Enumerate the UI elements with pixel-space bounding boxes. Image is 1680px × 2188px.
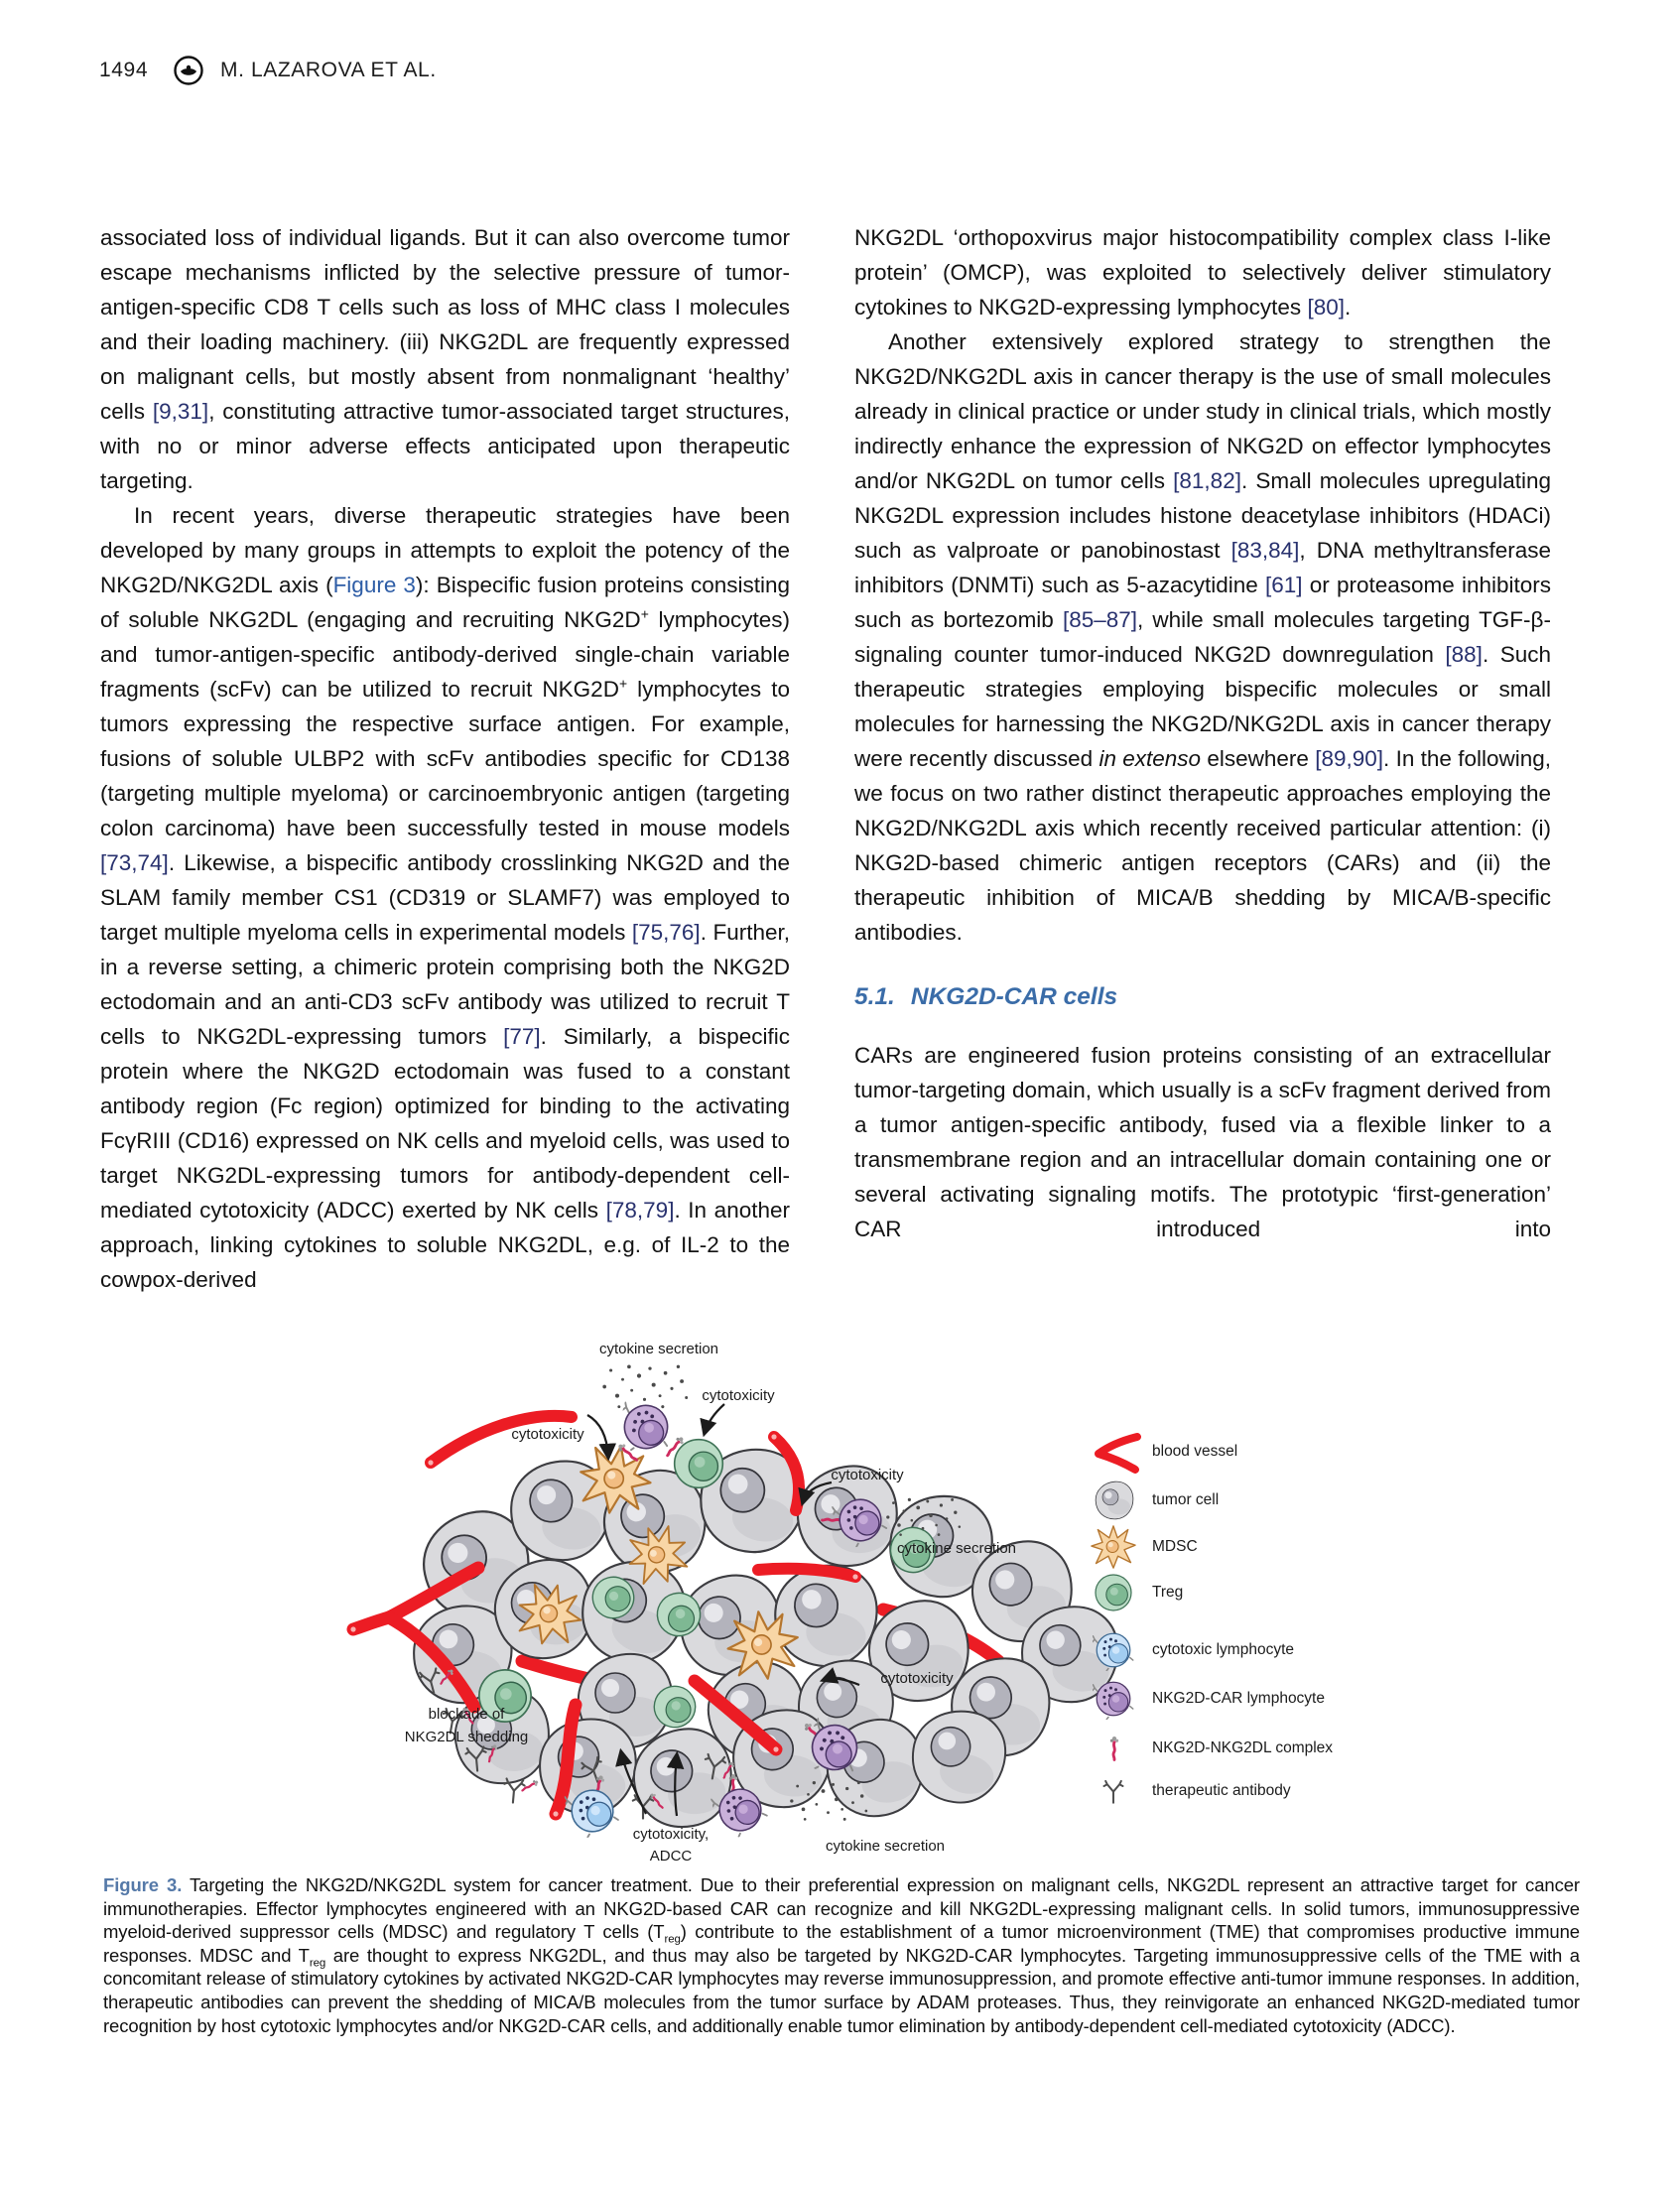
left-column (100, 220, 790, 1297)
section-number: 5.1. (854, 983, 895, 1010)
paragraph: In recent years, diverse therapeutic strategies have been developed by many groups in attempts to exploit the potency of the NKG2D/NKG2DL axis (Figure 3): Bispecific fusion proteins consisting of soluble NKG2DL (engaging and recruiting NKG2D+ lymphocytes) and tumor-antigen-specific antibody-derived single-chain variable fragments (scFv) can be utilized to recruit NKG2D+ lymphocytes to tumors expressing the respective surface antigen. For example, fusions of soluble ULBP2 with scFv antibodies specific for CD138 (targeting multiple myeloma) or carcinoembryonic antigen (targeting colon carcinoma) have been successfully tested in mouse models [73,74]. Likewise, a bispecific antibody crosslinking NKG2D and the SLAM family member CS1 (CD319 or SLAMF7) was employed to target multiple myeloma cells in experimental models [75,76]. Further, in a reverse setting, a chimeric protein comprising both the NKG2D ectodomain and an anti-CD3 scFv antibody was utilized to recruit T cells to NKG2DL-expressing tumors [77]. Similarly, a bispecific protein where the NKG2D ectodomain was fused to a constant antibody region (Fc region) optimized for binding to the activating FcγRIII (CD16) expressed on NK cells and myeloid cells, was used to target NKG2DL-expressing tumors for antibody-dependent cell-mediated cytotoxicity (ADCC) exerted by NK cells [78,79]. In another approach, linking cytokines to soluble NKG2DL, e.g. of IL-2 to the cowpox-derived (100, 503, 790, 1292)
tumor-cell-icon (1085, 1478, 1142, 1523)
right-column (854, 220, 1551, 1246)
legend-label: cytotoxic lymphocyte (1152, 1641, 1294, 1658)
figure-caption-label: Figure 3. (103, 1874, 183, 1895)
legend-label: NKG2D-CAR lymphocyte (1152, 1690, 1325, 1707)
paragraph: CARs are engineered fusion proteins consisting of an extracellular tumor-targeting domain, which usually is a scFv fragment derived from a tumor antigen-specific antibody, fused via a flexible linker to a transmembrane region and an intracellular domain containing one or several activating signaling motifs. The prototypic ‘first-generation’ CAR introduced into (854, 1043, 1551, 1241)
legend-label: MDSC (1152, 1538, 1198, 1555)
nkg2d-nkg2dl-complex-icon (1085, 1726, 1142, 1771)
label-blockade-line2: NKG2DL shedding (404, 1729, 529, 1745)
paragraph: NKG2DL ‘orthopoxvirus major histocompatibility complex class I-like protein’ (OMCP), was exploited to selectively deliver stimulatory cytokines to NKG2D-expressing lymphocytes [80]. (854, 225, 1551, 320)
running-head-authors: M. LAZAROVA ET AL. (220, 59, 437, 81)
treg-icon (1085, 1570, 1142, 1615)
label-cytotoxicity-left: cytotoxicity (511, 1426, 584, 1443)
legend-item (1085, 1478, 1219, 1523)
label-cytotoxicity-right: cytotoxicity (831, 1467, 904, 1483)
section-heading (854, 979, 1551, 1014)
blood-vessel-icon (1085, 1429, 1142, 1475)
legend-item (1085, 1768, 1291, 1814)
legend-label: Treg (1152, 1584, 1184, 1601)
label-cytotoxicity-adcc-line2: ADCC (649, 1848, 693, 1865)
legend-item (1085, 1524, 1198, 1570)
journal-logo-icon (173, 55, 204, 86)
cytotoxic-lymphocyte-icon (1085, 1627, 1142, 1673)
page-header (99, 55, 437, 86)
legend-item (1085, 1676, 1325, 1722)
legend-label: blood vessel (1152, 1443, 1238, 1460)
legend-item (1085, 1429, 1237, 1475)
paragraph: associated loss of individual ligands. But it can also overcome tumor escape mechanisms inflicted by the selective pressure of tumor-antigen-specific CD8 T cells such as loss of MHC class I molecules and their loading machinery. (iii) NKG2DL are frequently expressed on malignant cells, but mostly absent from nonmalignant ‘healthy’ cells [9,31], constituting attractive tumor-associated target structures, with no or minor adverse effects anticipated upon therapeutic targeting. (100, 225, 791, 493)
label-cytotoxicity-lower-right: cytotoxicity (880, 1670, 954, 1687)
paragraph: Another extensively explored strategy to strengthen the NKG2D/NKG2DL axis in cancer therapy is the use of small molecules already in clinical practice or under study in clinical trials, which mostly indirectly enhance the expression of NKG2D on effector lymphocytes and/or NKG2DL on tumor cells [81,82]. Small molecules upregulating NKG2DL expression includes histone deacetylase inhibitors (HDACi) such as valproate or panobinostast [83,84], DNA methyltransferase inhibitors (DNMTi) such as 5-azacytidine [61] or proteasome inhibitors such as bortezomib [85–87], while small molecules targeting TGF-β-signaling counter tumor-induced NKG2D downregulation [88]. Such therapeutic strategies employing bispecific molecules or small molecules for harnessing the NKG2D/NKG2DL axis in cancer therapy were recently discussed in extenso elsewhere [89,90]. In the following, we focus on two rather distinct therapeutic approaches employing the NKG2D/NKG2DL axis which recently received particular attention: (i) NKG2D-based chimeric antigen receptors (CARs) and (ii) the therapeutic inhibition of MICA/B shedding by MICA/B-specific antibodies. (854, 329, 1551, 945)
figure-caption (103, 1873, 1580, 2037)
label-blockade-line1: blockade of (428, 1706, 505, 1723)
section-title: NKG2D-CAR cells (910, 983, 1118, 1010)
label-cytokine-secretion-bottom: cytokine secretion (825, 1838, 946, 1855)
legend-item (1085, 1570, 1183, 1615)
page-number: 1494 (99, 59, 149, 81)
label-cytokine-secretion-right: cytokine secretion (896, 1540, 1017, 1557)
legend-label: tumor cell (1152, 1491, 1220, 1508)
nkg2d-car-lymphocyte-icon (1085, 1676, 1142, 1722)
mdsc-icon (1085, 1524, 1142, 1570)
legend-label: therapeutic antibody (1152, 1782, 1291, 1799)
label-cytokine-secretion-top: cytokine secretion (598, 1341, 719, 1357)
label-cytotoxicity-adcc-line1: cytotoxicity, (632, 1826, 710, 1843)
legend-label: NKG2D-NKG2DL complex (1152, 1739, 1334, 1756)
legend-item (1085, 1726, 1333, 1771)
legend-item (1085, 1627, 1294, 1673)
figure-3 (327, 1312, 1404, 1869)
figure-caption-text: Targeting the NKG2D/NKG2DL system for cancer treatment. Due to their preferential expression on malignant cells, NKG2DL represent an attractive target for cancer immunotherapies. Effector lymphocytes engineered with an NKG2D-based CAR can recognize and kill NKG2DL-expressing malignant cells. In solid tumors, immunosuppressive myeloid-derived suppressor cells (MDSC) and regulatory T cells $(T_{reg})$ contribute to the establishment of a tumor microenvironment (TME) that compromises productive immune responses. MDSC and $T_{reg}$ are thought to express NKG2DL, and thus may also be targeted by NKG2D-CAR lymphocytes. Targeting immunosuppressive cells of the TME with a concomitant release of stimulatory cytokines by activated NKG2D-CAR lymphocytes may reverse immunosuppression, and promote effective anti-tumor immune responses. In addition, therapeutic antibodies can prevent the shedding of MICA/B molecules from the tumor surface by ADAM proteases. Thus, they reinvigorate an enhanced NKG2D-mediated tumor recognition by host cytotoxic lymphocytes and/or NKG2D-CAR cells, and additionally enable tumor elimination by antibody-dependent cell-mediated cytotoxicity (ADCC). (103, 1874, 1580, 2036)
label-cytotoxicity-top: cytotoxicity (702, 1387, 775, 1404)
therapeutic-antibody-icon (1085, 1768, 1142, 1814)
